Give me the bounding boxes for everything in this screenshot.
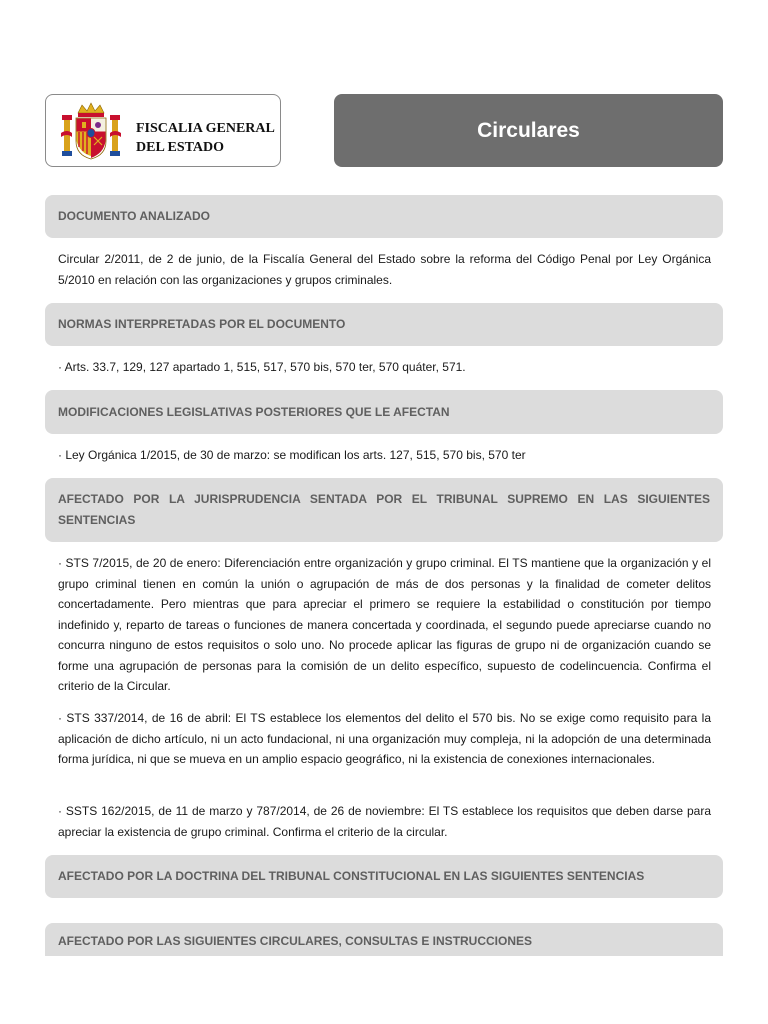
jurisprudencia-item: · STS 337/2014, de 16 de abril: El TS establece los elementos del delito el 570 bis. No se exige como requisito para la aplicación de dicho artículo, ni un acto fundacional, ni una organización muy compleja, ni la adopción de una determinada forma jurídica, ni que se mueva en un amplio espacio geográfico, ni la existencia de conexiones internacionales. [58, 711, 711, 766]
documento-text: Circular 2/2011, de 2 de junio, de la Fiscalía General del Estado sobre la reforma del Código Penal por Ley Orgánica 5/2010 en relación con las organizaciones y grupos criminales. [58, 252, 711, 287]
section-heading-modificaciones [45, 390, 723, 434]
section-heading-normas [45, 303, 723, 346]
organization-name-line1: FISCALIA GENERAL [136, 121, 275, 136]
jurisprudencia-item: · STS 7/2015, de 20 de enero: Diferenciación entre organización y grupo criminal. El TS mantiene que la organización y el grupo criminal tienen en común la unión o agrupación de más de dos personas y la finalidad de cometer delitos concertadamente. Pero mientras que para apreciar el primero se requiere la estabilidad o constitución por tiempo indefinido y, reparto de tareas o funciones de manera concertada y coordinada, el segundo puede apreciarse cuando no concurra ninguno de estos requisitos o solo uno. No procede aplicar las figuras de grupo ni de organización cuando se forme una agrupación de personas para la comisión de un delito específico, supuesto de codelincuencia. Confirma el criterio de la Circular. [58, 556, 711, 693]
normas-text: · Arts. 33.7, 129, 127 apartado 1, 515, 517, 570 bis, 570 ter, 570 quáter, 571. [58, 360, 466, 374]
organization-name-line2: DEL ESTADO [136, 140, 225, 155]
section-heading-text: AFECTADO POR LA DOCTRINA DEL TRIBUNAL CONSTITUCIONAL EN LAS SIGUIENTES SENTENCIAS [58, 869, 645, 883]
jurisprudencia-item: · SSTS 162/2015, de 11 de marzo y 787/2014, de 26 de noviembre: El TS establece los requisitos que deben darse para apreciar la existencia de grupo criminal. Confirma el criterio de la circular. [58, 804, 711, 839]
section-heading-text: DOCUMENTO ANALIZADO [58, 209, 210, 223]
coat-of-arms-icon [60, 101, 122, 163]
section-heading-documento [45, 195, 723, 238]
section-heading-text: AFECTADO POR LA JURISPRUDENCIA SENTADA POR EL TRIBUNAL SUPREMO EN LAS SIGUIENTES SENTENCIAS [58, 492, 710, 527]
organization-name [136, 119, 275, 157]
section-heading-constitucional [45, 855, 723, 898]
page-title: Circulares [477, 118, 580, 142]
section-heading-text: MODIFICACIONES LEGISLATIVAS POSTERIORES QUE LE AFECTAN [58, 404, 450, 419]
section-heading-circulares [45, 923, 723, 956]
fiscalia-logo-box [45, 94, 281, 167]
section-heading-jurisprudencia [45, 478, 723, 542]
modificaciones-text: · Ley Orgánica 1/2015, de 30 de marzo: se modifican los arts. 127, 515, 570 bis, 570 ter [58, 448, 526, 462]
section-heading-text: NORMAS INTERPRETADAS POR EL DOCUMENTO [58, 317, 346, 331]
section-heading-text: AFECTADO POR LAS SIGUIENTES CIRCULARES, CONSULTAS E INSTRUCCIONES [58, 934, 533, 948]
page-title-banner [334, 94, 723, 167]
